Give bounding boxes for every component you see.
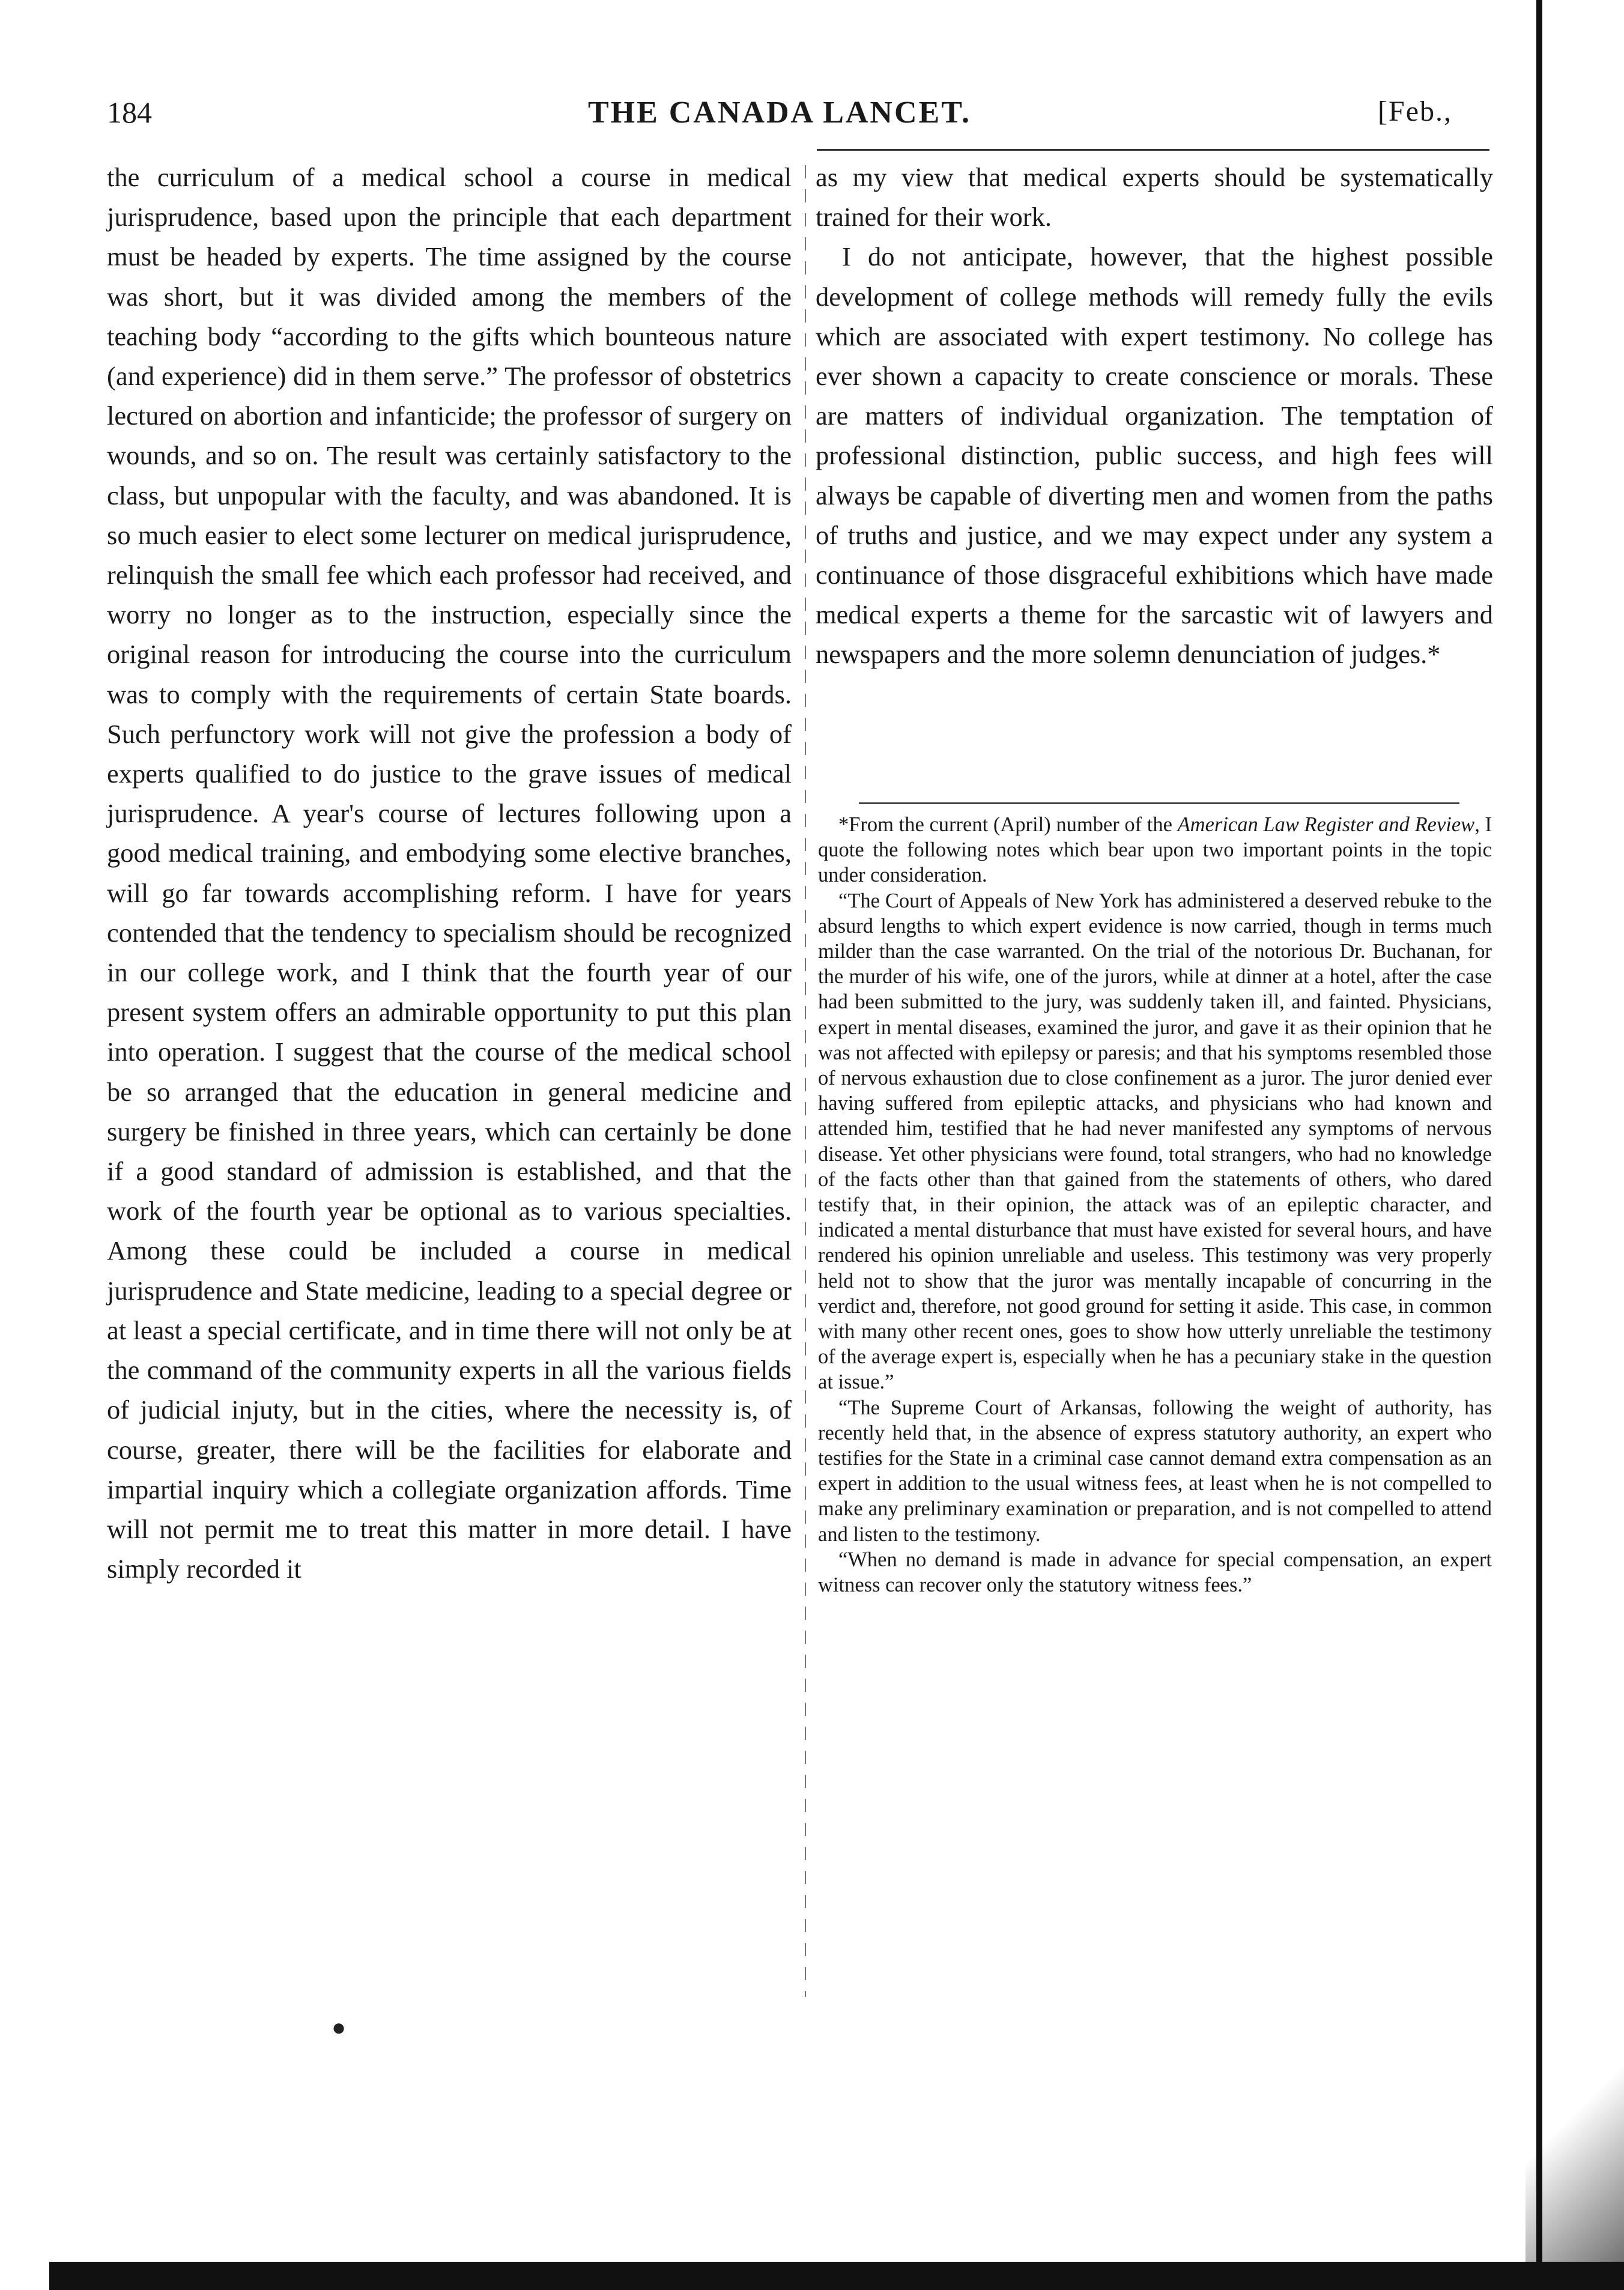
issue-month: [Feb., — [1378, 95, 1452, 127]
running-header — [107, 95, 1452, 143]
left-column — [107, 157, 792, 1589]
header-rule — [817, 149, 1489, 151]
right-column — [816, 157, 1493, 674]
footnote-note-2: “The Supreme Court of Arkansas, following the weight of authority, has recently held that, in the absence of express statutory authority, an expert who testifies for the State in a criminal case cannot demand extra compensation as an expert in addition to the usual witness fees, at least when he is not compelled to make any preliminary examination or preparation, and is not compelled to attend and listen to the testimony. — [818, 1396, 1492, 1546]
footnote-intro-tail: , I quote the following notes which bear upon two important points in the topic under consideration. — [818, 813, 1492, 887]
ornament-mark: ● — [332, 2014, 347, 2041]
footnote-journal-name: American Law Register and Review — [1177, 813, 1475, 836]
footnote-intro — [818, 812, 1492, 888]
right-paragraph-1: as my view that medical experts should be systematically trained for their work. — [816, 162, 1493, 232]
footnote-note-3: “When no demand is made in advance for special compensation, an expert witness can recover only the statutory witness fees.” — [818, 1548, 1492, 1597]
page-number: 184 — [107, 95, 152, 129]
footnote-rule — [859, 802, 1459, 804]
footnote-intro-lead: *From the current (April) number of the — [838, 813, 1178, 836]
right-paragraph-2: I do not anticipate, however, that the highest possible development of college methods will remedy fully the evils which are associated with expert testimony. No college has ever shown a capacity to create conscience or morals. These are matters of individual organization. The temptation of professional distinction, public success, and high fees will always be capable of diverting men and women from the paths of truths and justice, and we may expect under any system a continuance of those disgraceful exhibitions which have made medical experts a theme for the sarcastic wit of lawyers and newspapers and the more solemn denunciation of judges.* — [816, 241, 1493, 670]
binding-edge-rule — [1536, 0, 1542, 2290]
journal-title: THE CANADA LANCET. — [587, 95, 972, 130]
footnote-note-1: “The Court of Appeals of New York has administered a deserved rebuke to the absurd lengths to which expert evidence is now carried, though in terms much milder than the case warranted. On the trial of the notorious Dr. Buchanan, for the murder of his wife, one of the jurors, while at dinner at a hotel, after the case had been submitted to the jury, was suddenly taken ill, and fainted. Physicians, expert in mental diseases, examined the juror, and gave it as their opinion that he was not affected with epilepsy or paresis; and that his symptoms resembled those of nervous exhaustion due to close confinement as a juror. The juror denied ever having suffered from epileptic attacks, and physicians who had known and attended him, testified that he had never manifested any symptoms of nervous disease. Yet other physicians were found, total strangers, who had no knowledge of the facts other than that gained from the statements of others, who dared testify that, in their opinion, the attack was of an epileptic character, and indicated a mental disturbance that must have existed for several hours, and have rendered his opinion unreliable and useless. This testimony was very properly held not to show that the juror was mentally incapable of concurring in the verdict and, therefore, not good ground for setting it aside. This case, in common with many other recent ones, goes to show how utterly unreliable the testimony of the average expert is, especially when he has a pecuniary stake in the question at issue.” — [818, 889, 1492, 1394]
scan-bottom-band — [49, 2262, 1624, 2290]
footnotes — [818, 812, 1492, 1598]
page-corner-shadow — [1526, 2030, 1624, 2262]
left-paragraph-1: the curriculum of a medical school a course in medical jurisprudence, based upon the principle that each department must be headed by experts. The time assigned by the course was short, but it was divided among the members of the teaching body “according to the gifts which bounteous nature (and experience) did in them serve.” The professor of obstetrics lectured on abortion and infanticide; the professor of surgery on wounds, and so on. The result was certainly satisfactory to the class, but unpopular with the faculty, and was abandoned. It is so much easier to elect some lecturer on medical jurisprudence, relinquish the small fee which each professor had received, and worry no longer as to the instruction, especially since the original reason for introducing the course into the curriculum was to comply with the requirements of certain State boards. Such perfunctory work will not give the profession a body of experts qualified to do justice to the grave issues of medical jurisprudence. A year's course of lectures following upon a good medical training, and embodying some elective branches, will go far towards accomplishing reform. I have for years contended that the tendency to specialism should be recognized in our college work, and I think that the fourth year of our present system offers an admirable opportunity to put this plan into operation. I suggest that the course of the medical school be so arranged that the education in general medicine and surgery be finished in three years, which can certainly be done if a good standard of admission is established, and that the work of the fourth year be optional as to various specialties. Among these could be included a course in medical jurisprudence and State medicine, leading to a special degree or at least a special certificate, and in time there will not only be at the command of the community experts in all the various fields of judicial injuty, but in the cities, where the necessity is, of course, greater, there will be the facilities for elaborate and impartial inquiry which a collegiate organization affords. Time will not permit me to treat this matter in more detail. I have simply recorded it — [107, 162, 792, 1584]
column-divider — [805, 165, 806, 1997]
